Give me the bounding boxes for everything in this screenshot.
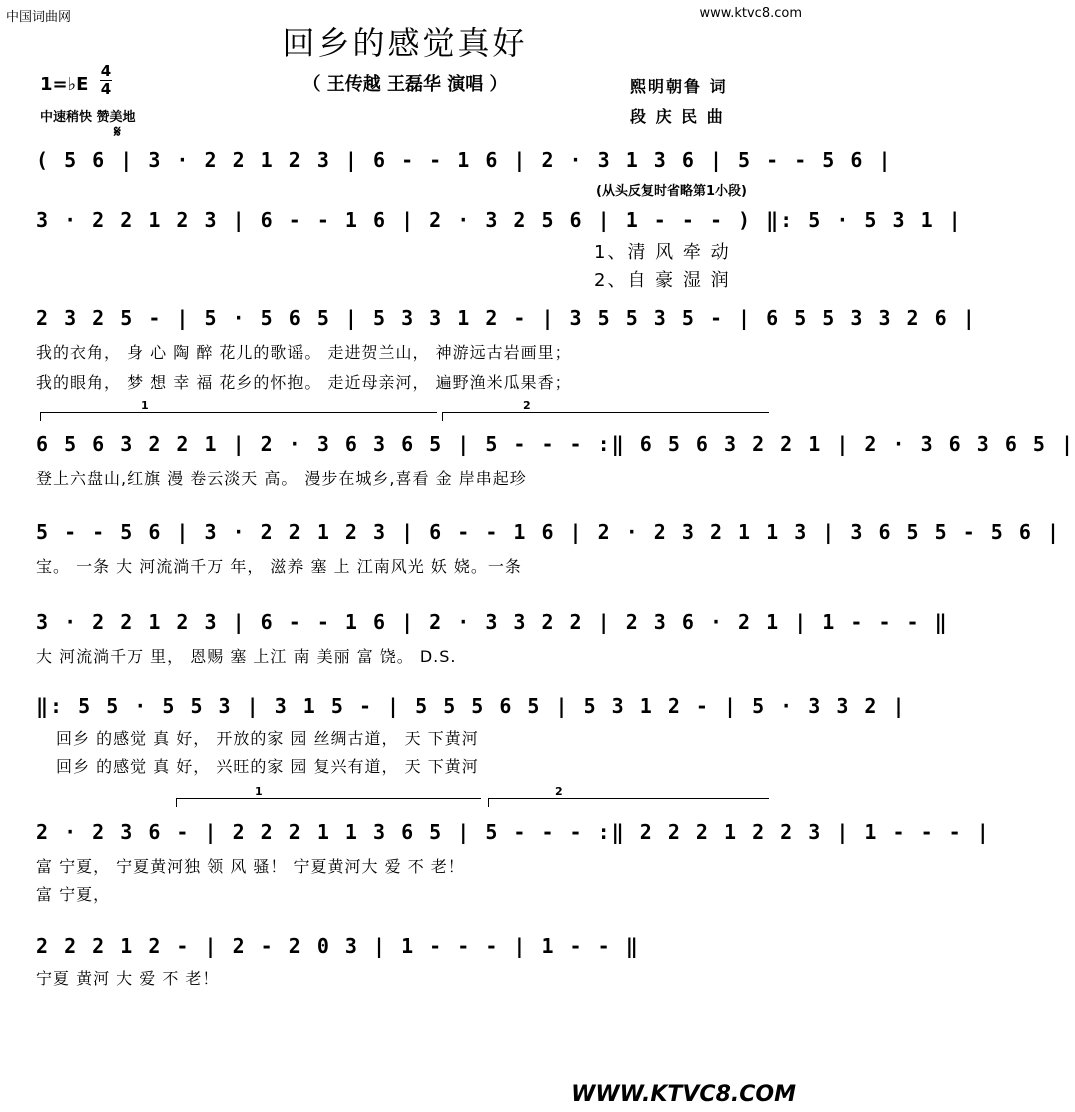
volta-bracket-2 bbox=[442, 399, 769, 421]
score-line-6: 3 · 2 2 1 2 3 | 6 - - 1 6 | 2 · 3 3 2 2 | 2 3 6 · 2 1 | 1 - - - ‖ bbox=[36, 610, 949, 634]
lyric-line-8-verse-2: 富 宁夏， bbox=[36, 885, 111, 904]
tempo-marking: 中速稍快 赞美地 bbox=[40, 110, 136, 125]
lyric-line-7-verse-1: 回乡 的感觉 真 好， 开放的家 园 丝绸古道， 天 下黄河 bbox=[56, 729, 479, 748]
repeat-note: (从头反复时省略第1小段) bbox=[596, 184, 747, 199]
score-line-3: 2 3 2 5 - | 5 · 5 6 5 | 5 3 3 1 2 - | 3 5 5 3 5 - | 6 5 5 3 3 2 6 | bbox=[36, 306, 977, 330]
song-performers: （ 王传越 王磊华 演唱 ） bbox=[302, 74, 508, 95]
time-signature bbox=[100, 64, 112, 97]
lyric-line-8-verse-1: 富 宁夏， 宁夏黄河独 领 风 骚！ 宁夏黄河大 爱 不 老！ bbox=[36, 857, 465, 876]
lyric-line-3-verse-2: 我的眼角， 梦 想 幸 福 花乡的怀抱。 走近母亲河， 遍野渔米瓜果香； bbox=[36, 373, 572, 392]
lyric-line-4: 登上六盘山,红旗 漫 卷云淡天 高。 漫步在城乡,喜看 金 岸串起珍 bbox=[36, 469, 527, 488]
volta-bracket-1 bbox=[40, 399, 437, 421]
score-line-4: 6 5 6 3 2 2 1 | 2 · 3 6 3 6 5 | 5 - - - :‖ 6 5 6 3 2 2 1 | 2 · 3 6 3 6 5 | bbox=[36, 432, 1075, 456]
score-line-9: 2 2 2 1 2 - | 2 - 2 0 3 | 1 - - - | 1 - - ‖ bbox=[36, 934, 640, 958]
time-signature-bottom: 4 bbox=[100, 80, 112, 98]
score-line-8: 2 · 2 3 6 - | 2 2 2 1 1 3 6 5 | 5 - - - :‖ 2 2 2 1 2 2 3 | 1 - - - | bbox=[36, 820, 991, 844]
volta-number-2: 2 bbox=[523, 399, 531, 412]
lyric-line-5: 宝。 一条 大 河流淌千万 年， 滋养 塞 上 江南风光 妖 娆。一条 bbox=[36, 557, 522, 576]
key-signature: 1=♭E bbox=[40, 74, 89, 95]
volta-bracket-3 bbox=[176, 785, 481, 807]
watermark-top-left: 中国词曲网 bbox=[6, 10, 72, 25]
lyric-line-3-verse-1: 我的衣角， 身 心 陶 醉 花儿的歌谣。 走进贺兰山， 神游远古岩画里； bbox=[36, 343, 572, 362]
lyric-line-7-verse-2: 回乡 的感觉 真 好， 兴旺的家 园 复兴有道， 天 下黄河 bbox=[56, 757, 479, 776]
score-line-1: ( 5 6 | 3 · 2 2 1 2 3 | 6 - - 1 6 | 2 · 3 1 3 6 | 5 - - 5 6 | bbox=[36, 148, 893, 172]
watermark-bottom-right: WWW.KTVC8.COM bbox=[571, 1082, 796, 1107]
composer-credit: 段 庆 民 曲 bbox=[630, 107, 725, 126]
lyric-line-9: 宁夏 黄河 大 爱 不 老！ bbox=[36, 969, 220, 988]
song-title: 回乡的感觉真好 bbox=[282, 24, 528, 62]
lyric-line-2-verse-1: 1、清 风 牵 动 bbox=[594, 242, 731, 263]
watermark-top-right: www.ktvc8.com bbox=[699, 6, 802, 21]
score-line-2: 3 · 2 2 1 2 3 | 6 - - 1 6 | 2 · 3 2 5 6 | 1 - - - ) ‖: 5 · 5 3 1 | bbox=[36, 208, 963, 232]
volta-number-4: 2 bbox=[555, 785, 563, 798]
volta-number-1: 1 bbox=[141, 399, 149, 412]
volta-bracket-4 bbox=[488, 785, 769, 807]
lyricist-credit: 熙明朝鲁 词 bbox=[630, 77, 728, 96]
time-signature-top: 4 bbox=[100, 62, 112, 80]
lyric-line-6: 大 河流淌千万 里， 恩赐 塞 上江 南 美丽 富 饶。 D.S. bbox=[36, 647, 457, 666]
score-line-5: 5 - - 5 6 | 3 · 2 2 1 2 3 | 6 - - 1 6 | 2 · 2 3 2 1 1 3 | 3 6 5 5 - 5 6 | bbox=[36, 520, 1061, 544]
volta-number-3: 1 bbox=[255, 785, 263, 798]
score-line-7: ‖: 5 5 · 5 5 3 | 3 1 5 - | 5 5 5 6 5 | 5 3 1 2 - | 5 · 3 3 2 | bbox=[36, 694, 907, 718]
segno-sign: 𝄋 bbox=[114, 122, 121, 141]
lyric-line-2-verse-2: 2、自 豪 湿 润 bbox=[594, 270, 731, 291]
